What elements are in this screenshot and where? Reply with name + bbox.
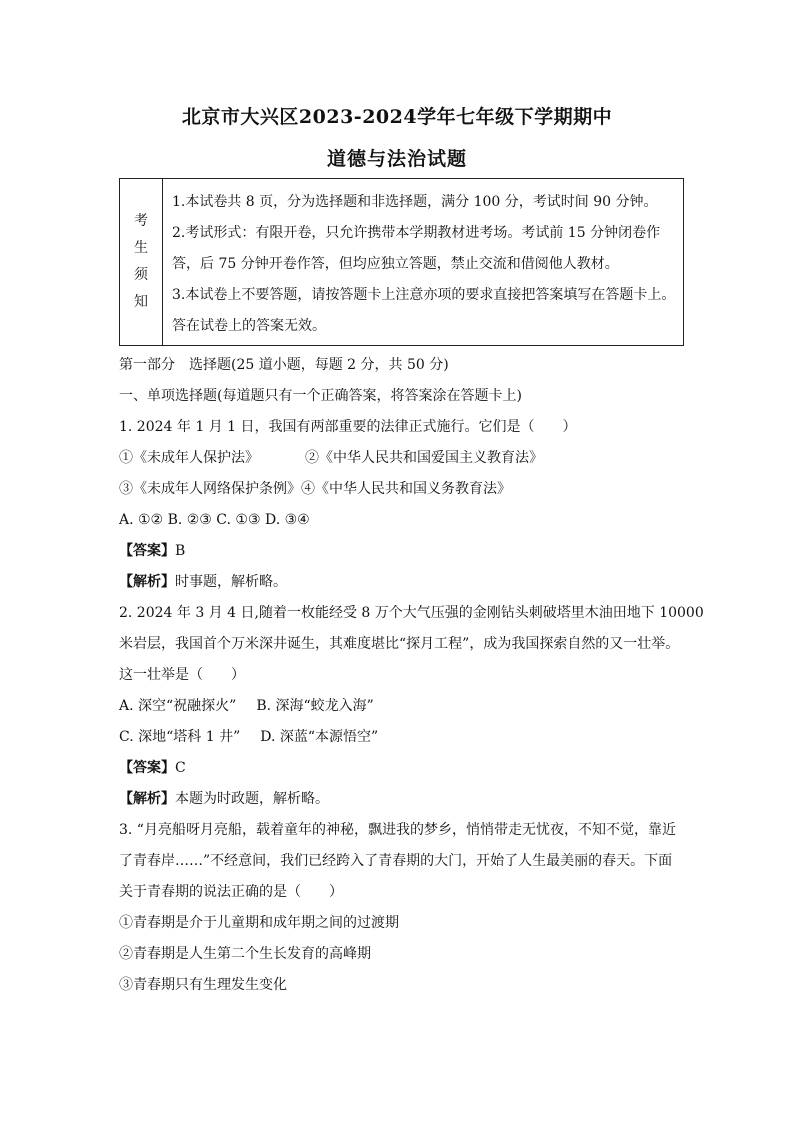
q2-stem-line: 2. 2024 年 3 月 4 日,随着一枚能经受 8 万个大气压强的金刚钻头刺破塔里木油田地下 10000 <box>119 605 704 621</box>
answer-tag: 【答案】 <box>119 760 175 776</box>
notice-line: 2.考试形式：有限开卷，只允许携带本学期教材进考场。考试前 15 分钟闭卷作 <box>172 225 661 241</box>
part-heading: 第一部分 选择题(25 道小题，每题 2 分，共 50 分) <box>119 357 449 373</box>
exam-subtitle: 道德与法治试题 <box>326 148 467 170</box>
section-heading: 一、单项选择题(每道题只有一个正确答案，将答案涂在答题卡上) <box>119 388 522 404</box>
q3-stem-line: 3. “月亮船呀月亮船，载着童年的神秘，飘进我的梦乡，悄悄带走无忧夜，不知不觉，靠近 <box>119 822 676 838</box>
notice-label-char: 考 <box>134 213 148 229</box>
analysis-tag: 【解析】 <box>119 791 175 807</box>
q3-item: ②青春期是人生第二个生长发育的高峰期 <box>119 946 371 962</box>
q2-options-row <box>119 722 694 753</box>
q3-item: ③青春期只有生理发生变化 <box>119 977 287 993</box>
q2-option: D. 深蓝“本源悟空” <box>260 729 379 745</box>
q1-item: ③《未成年人网络保护条例》 <box>119 481 301 497</box>
q1-item: ④《中华人民共和国义务教育法》 <box>301 481 511 497</box>
answer-tag: 【答案】 <box>119 543 175 559</box>
analysis-text: 本题为时政题，解析略。 <box>175 791 329 807</box>
q2-option: A. 深空“祝融探火” <box>119 698 237 714</box>
exam-title: 北京市大兴区2023-2024学年七年级下学期期中 <box>181 106 613 128</box>
q1-item: ①《未成年人保护法》 <box>119 450 259 466</box>
q2-answer <box>119 753 694 784</box>
q1-item: ②《中华人民共和国爱国主义教育法》 <box>305 450 543 466</box>
notice-label-char: 须 <box>134 267 148 283</box>
q1-items-row <box>119 443 694 474</box>
notice-body <box>172 187 677 342</box>
notice-line: 3.本试卷上不要答题，请按答题卡上注意亦项的要求直接把答案填写在答题卡上。 <box>172 287 676 303</box>
analysis-text: 时事题，解析略。 <box>175 574 287 590</box>
q1-options: A. ①② B. ②③ C. ①③ D. ③④ <box>119 512 310 528</box>
q3-item: ①青春期是介于儿童期和成年期之间的过渡期 <box>119 915 399 931</box>
q2-options-row <box>119 691 694 722</box>
answer-value: C <box>175 760 186 776</box>
notice-line: 答，后 75 分钟开卷作答，但均应独立答题，禁止交流和借阅他人教材。 <box>172 256 619 272</box>
answer-value: B <box>175 543 186 559</box>
notice-label-char: 生 <box>134 240 148 256</box>
q2-analysis <box>119 784 694 815</box>
q2-option: C. 深地“塔科 1 井” <box>119 729 241 745</box>
q2-stem-line: 米岩层，我国首个万米深井诞生，其难度堪比“探月工程”，成为我国探索自然的又一壮举。 <box>119 636 680 652</box>
q3-stem-line: 关于青春期的说法正确的是（ ） <box>119 884 343 900</box>
q2-stem-line: 这一壮举是（ ） <box>119 667 245 683</box>
notice-label-char: 知 <box>134 294 148 310</box>
questions <box>119 350 704 1001</box>
q3-stem-line: 了青春岸……”不经意间，我们已经跨入了青春期的大门，开始了人生最美丽的春天。下面 <box>119 853 673 869</box>
candidate-notice-box <box>119 178 684 346</box>
q1-analysis <box>119 567 694 598</box>
notice-line: 1.本试卷共 8 页，分为选择题和非选择题，满分 100 分，考试时间 90 分钟。 <box>172 194 658 210</box>
q1-items-row <box>119 474 694 505</box>
analysis-tag: 【解析】 <box>119 574 175 590</box>
notice-line: 答在试卷上的答案无效。 <box>172 318 326 334</box>
q1-stem: 1. 2024 年 1 月 1 日，我国有两部重要的法律正式施行。它们是（ ） <box>119 419 577 435</box>
q1-answer <box>119 536 694 567</box>
notice-label <box>120 179 163 345</box>
q2-option: B. 深海“蛟龙入海” <box>256 698 374 714</box>
